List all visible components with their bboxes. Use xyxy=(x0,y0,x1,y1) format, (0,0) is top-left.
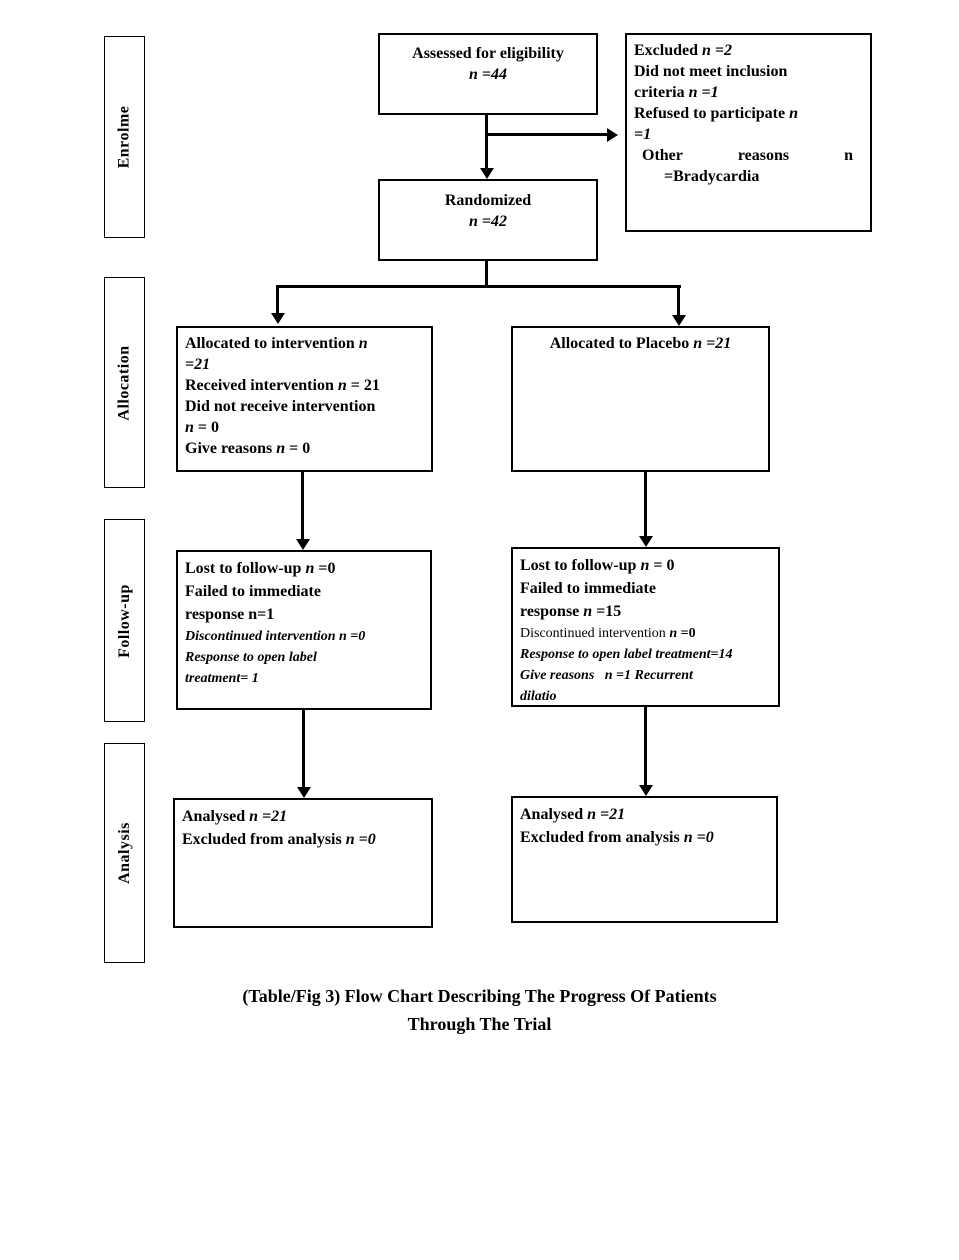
box-line: Allocated to intervention n xyxy=(185,335,368,352)
box-line: Give reasons n = 0 xyxy=(185,440,311,457)
arrow-split-right-line xyxy=(677,285,680,316)
stage-box-analysis xyxy=(104,743,145,963)
figure-caption-line1: (Table/Fig 3) Flow Chart Describing The Progress Of Patients xyxy=(242,986,717,1006)
stage-label-followup: Follow-up xyxy=(115,583,133,658)
stage-box-enrolment xyxy=(104,36,145,238)
stage-label-analysis: Analysis xyxy=(115,822,133,884)
arrow-split-left-head xyxy=(271,313,285,324)
box-followup-placebo xyxy=(511,547,780,707)
box-excluded xyxy=(625,33,872,232)
arrow-followup-right-to-analysis-line xyxy=(644,707,647,786)
arrow-assessed-to-randomized-head xyxy=(480,168,494,179)
box-line: n = 0 xyxy=(185,419,220,436)
stage-label-allocation: Allocation xyxy=(115,344,133,421)
box-line: Response to open label xyxy=(185,650,317,665)
box-line: Excluded from analysis n =0 xyxy=(520,829,714,846)
stage-label-enrolment: Enrolme xyxy=(115,105,133,169)
box-line: treatment= 1 xyxy=(185,671,259,686)
box-line: Refused to participate n xyxy=(634,105,798,122)
box-line: n =42 xyxy=(468,213,507,230)
arrow-split-left-line xyxy=(276,285,279,314)
box-line: n =44 xyxy=(468,66,507,83)
arrow-followup-right-to-analysis-head xyxy=(639,785,653,796)
box-line: Lost to follow-up n = 0 xyxy=(520,557,675,574)
box-assessed xyxy=(378,33,598,115)
box-allocated-intervention xyxy=(176,326,433,472)
arrow-alloc-right-to-followup-line xyxy=(644,472,647,537)
box-line: Lost to follow-up n =0 xyxy=(185,560,336,577)
box-line: =1 xyxy=(634,126,652,143)
figure-caption-line2: Through The Trial xyxy=(407,1014,552,1034)
box-line: dilatio xyxy=(520,689,557,704)
arrow-randomized-stem-line xyxy=(485,261,488,287)
box-line: Did not receive intervention xyxy=(185,398,376,415)
arrow-followup-left-to-analysis-line xyxy=(302,710,305,788)
arrow-assessed-to-excluded-line xyxy=(487,133,608,136)
box-line: Allocated to Placebo n =21 xyxy=(549,335,732,352)
box-line: =Bradycardia xyxy=(664,168,760,185)
arrow-split-right-head xyxy=(672,315,686,326)
box-line: response n =15 xyxy=(520,603,622,620)
arrow-assessed-to-excluded-head xyxy=(607,128,618,142)
arrow-alloc-left-to-followup-line xyxy=(301,472,304,540)
box-line: Response to open label treatment=14 xyxy=(520,647,733,662)
box-line: Failed to immediate xyxy=(185,583,321,600)
box-line: criteria n =1 xyxy=(634,84,719,101)
box-randomized xyxy=(378,179,598,261)
box-followup-intervention xyxy=(176,550,432,710)
box-line: Excluded n =2 xyxy=(634,42,733,59)
box-line: Did not meet inclusion xyxy=(634,63,788,80)
box-line: Analysed n =21 xyxy=(182,808,288,825)
box-line: Assessed for eligibility xyxy=(412,45,564,62)
box-allocated-placebo xyxy=(511,326,770,472)
figure-caption xyxy=(0,982,959,1038)
stage-box-allocation xyxy=(104,277,145,488)
box-line: Analysed n =21 xyxy=(520,806,626,823)
box-line: =21 xyxy=(185,356,211,373)
box-line: Received intervention n = 21 xyxy=(185,377,380,394)
box-line: Other reasons n xyxy=(642,147,853,164)
arrow-alloc-left-to-followup-head xyxy=(296,539,310,550)
box-line: response n=1 xyxy=(185,606,275,623)
box-line: Discontinued intervention n =0 xyxy=(520,626,696,641)
arrow-assessed-to-randomized-line xyxy=(485,115,488,169)
stage-box-followup xyxy=(104,519,145,722)
arrow-alloc-right-to-followup-head xyxy=(639,536,653,547)
box-line: Randomized xyxy=(444,192,532,209)
box-line: Excluded from analysis n =0 xyxy=(182,831,376,848)
box-line: Failed to immediate xyxy=(520,580,656,597)
box-analysed-placebo xyxy=(511,796,778,923)
box-analysed-intervention xyxy=(173,798,433,928)
box-line: Give reasons n =1 Recurrent xyxy=(520,668,693,683)
box-line: Discontinued intervention n =0 xyxy=(185,629,366,644)
arrow-followup-left-to-analysis-head xyxy=(297,787,311,798)
arrow-split-horizontal-line xyxy=(277,285,681,288)
